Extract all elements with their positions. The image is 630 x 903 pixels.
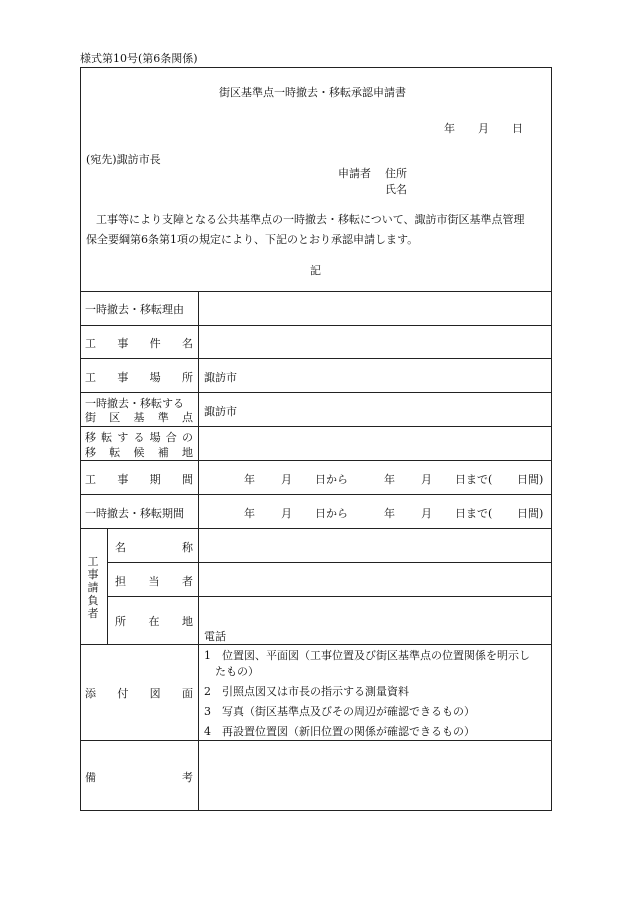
divider	[80, 426, 552, 427]
form-title: 街区基準点一時撤去・移転承認申請書	[219, 86, 406, 99]
point-value: 諏訪市	[204, 405, 237, 418]
period-year-end: 年	[384, 473, 395, 486]
contractor-label: 工事請負者	[87, 555, 99, 620]
period-year-start: 年	[244, 507, 255, 520]
period-month-end: 月	[421, 473, 432, 486]
divider	[80, 644, 552, 645]
date-month: 月	[478, 122, 489, 135]
contractor-phone-label: 電話	[204, 630, 226, 643]
applicant-address-label: 住所	[385, 167, 407, 180]
period-days: 日間)	[517, 507, 544, 520]
reason-label: 一時撤去・移転理由	[85, 303, 184, 316]
project-site-value: 諏訪市	[204, 371, 237, 384]
body-text-line1: 工事等により支障となる公共基準点の一時撤去・移転について、諏訪市街区基準点管理	[96, 213, 525, 226]
attachment-item-1: 1 位置図、平面図（工事位置及び街区基準点の位置関係を明示し	[204, 649, 530, 662]
period-day-start: 日から	[315, 507, 348, 520]
period-year-end: 年	[384, 507, 395, 520]
contractor-person-label: 担 当 者	[115, 575, 193, 588]
applicant-label: 申請者	[338, 167, 371, 180]
contractor-name-label: 名 称	[115, 541, 193, 554]
form-number-label: 様式第10号(第6条関係)	[80, 52, 198, 65]
project-site-label: 工 事 場 所	[85, 371, 193, 384]
attachments-label: 添 付 図 面	[85, 687, 193, 700]
attachment-item-3: 3 写真（街区基準点及びその周辺が確認できるもの）	[204, 705, 475, 718]
applicant-name-label: 氏名	[385, 183, 407, 196]
period-year-start: 年	[244, 473, 255, 486]
ki-heading: 記	[310, 264, 321, 277]
divider	[80, 494, 552, 495]
contractor-location-label: 所 在 地	[115, 615, 193, 628]
date-year: 年	[444, 122, 455, 135]
column-divider	[198, 291, 199, 811]
period-day-end: 日まで(	[455, 473, 493, 486]
divider	[80, 291, 552, 292]
divider	[80, 358, 552, 359]
divider	[80, 460, 552, 461]
removal-period-label: 一時撤去・移転期間	[85, 507, 184, 520]
remarks-label: 備 考	[85, 771, 193, 784]
divider	[107, 596, 552, 597]
period-day-start: 日から	[315, 473, 348, 486]
period-day-end: 日まで(	[455, 507, 493, 520]
column-divider	[107, 528, 108, 644]
candidate-label-line2: 移 転 候 補 地	[85, 446, 193, 459]
divider	[80, 740, 552, 741]
divider	[80, 528, 552, 529]
attachment-item-4: 4 再設置位置図（新旧位置の関係が確認できるもの）	[204, 725, 475, 738]
divider	[80, 392, 552, 393]
date-day: 日	[512, 122, 523, 135]
period-month-start: 月	[281, 507, 292, 520]
divider	[80, 325, 552, 326]
divider	[107, 562, 552, 563]
point-label-line2: 街 区 基 準 点	[85, 411, 193, 424]
period-month-start: 月	[281, 473, 292, 486]
construction-period-label: 工 事 期 間	[85, 473, 193, 486]
addressee: (宛先)諏訪市長	[86, 153, 161, 166]
period-days: 日間)	[517, 473, 544, 486]
attachment-item-1-cont: たもの）	[204, 665, 259, 678]
point-label-line1: 一時撤去・移転する	[85, 397, 184, 410]
body-text-line2: 保全要綱第6条第1項の規定により、下記のとおり承認申請します。	[86, 233, 419, 246]
candidate-label-line1: 移 転 す る 場 合 の	[85, 431, 193, 444]
project-name-label: 工 事 件 名	[85, 337, 193, 350]
period-month-end: 月	[421, 507, 432, 520]
attachment-item-2: 2 引照点図又は市長の指示する測量資料	[204, 685, 409, 698]
